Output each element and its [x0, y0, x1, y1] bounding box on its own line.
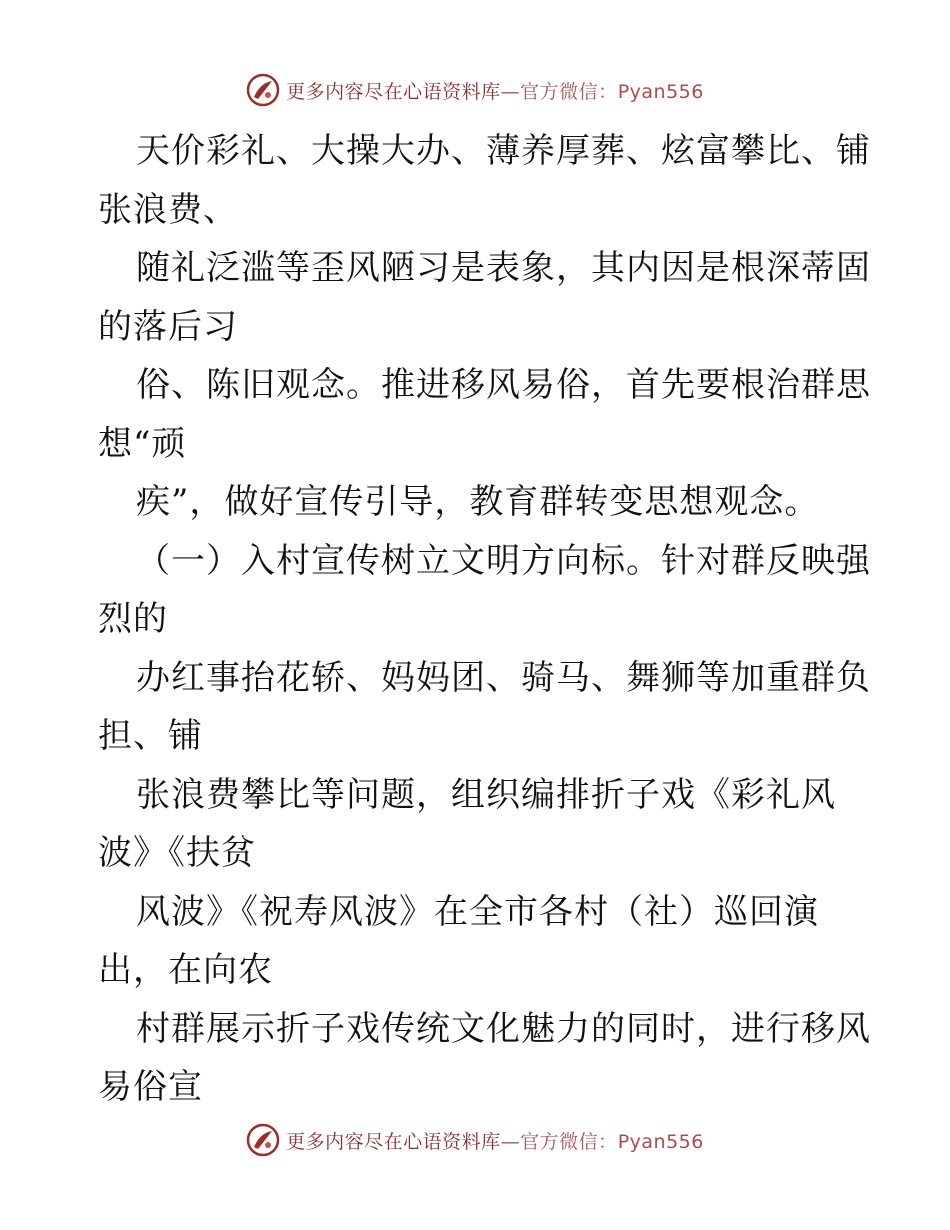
footer-banner-text [286, 1127, 704, 1154]
text-line: 天价彩礼、大操大办、薄养厚葬、炫富攀比、铺 [136, 131, 871, 171]
text-line: 张浪费攀比等问题，组织编排折子戏《彩礼风 [136, 774, 836, 815]
text-line: （一）入村宣传树立文明方向标。针对群反映强 [136, 540, 871, 581]
footer-wechat-id: Pyan556 [617, 1130, 704, 1153]
document-body [98, 122, 871, 1117]
text-line: 的落后习 [98, 306, 238, 347]
text-line: 随礼泛滥等歪风陋习是表象，其内因是根深蒂固 [136, 248, 871, 288]
text-line: 俗、陈旧观念。推进移风易俗，首先要根治群思 [136, 365, 871, 405]
header-banner-text [286, 77, 704, 104]
header-banner [0, 70, 950, 110]
footer-site-text: 更多内容尽在心语资料库 [286, 1130, 501, 1153]
brand-logo-icon [246, 1123, 280, 1157]
text-line: 波》《扶贫 [98, 833, 256, 873]
text-line: 担、铺 [98, 716, 203, 756]
text-line: 疾”，做好宣传引导，教育群转变思想观念。 [136, 482, 820, 522]
header-wechat-id: Pyan556 [617, 80, 704, 103]
footer-official-label: 官方微信： [520, 1130, 618, 1153]
text-line: 出，在向农 [98, 950, 273, 990]
footer-banner [0, 1120, 950, 1160]
text-line: 想“顽 [98, 423, 187, 464]
header-official-label: 官方微信： [520, 80, 618, 103]
footer-dash: — [500, 1130, 521, 1153]
brand-logo-icon [246, 73, 280, 107]
text-line: 烈的 [98, 599, 168, 639]
text-line: 办红事抬花轿、妈妈团、骑马、舞狮等加重群负 [136, 657, 871, 698]
header-dash: — [500, 80, 521, 103]
header-site-text: 更多内容尽在心语资料库 [286, 80, 501, 103]
text-line: 村群展示折子戏传统文化魅力的同时，进行移风 [136, 1008, 871, 1049]
text-line: 张浪费、 [98, 189, 238, 230]
text-line: 风波》《祝寿风波》在全市各村（社）巡回演 [136, 891, 819, 932]
text-line: 易俗宣 [98, 1067, 203, 1107]
